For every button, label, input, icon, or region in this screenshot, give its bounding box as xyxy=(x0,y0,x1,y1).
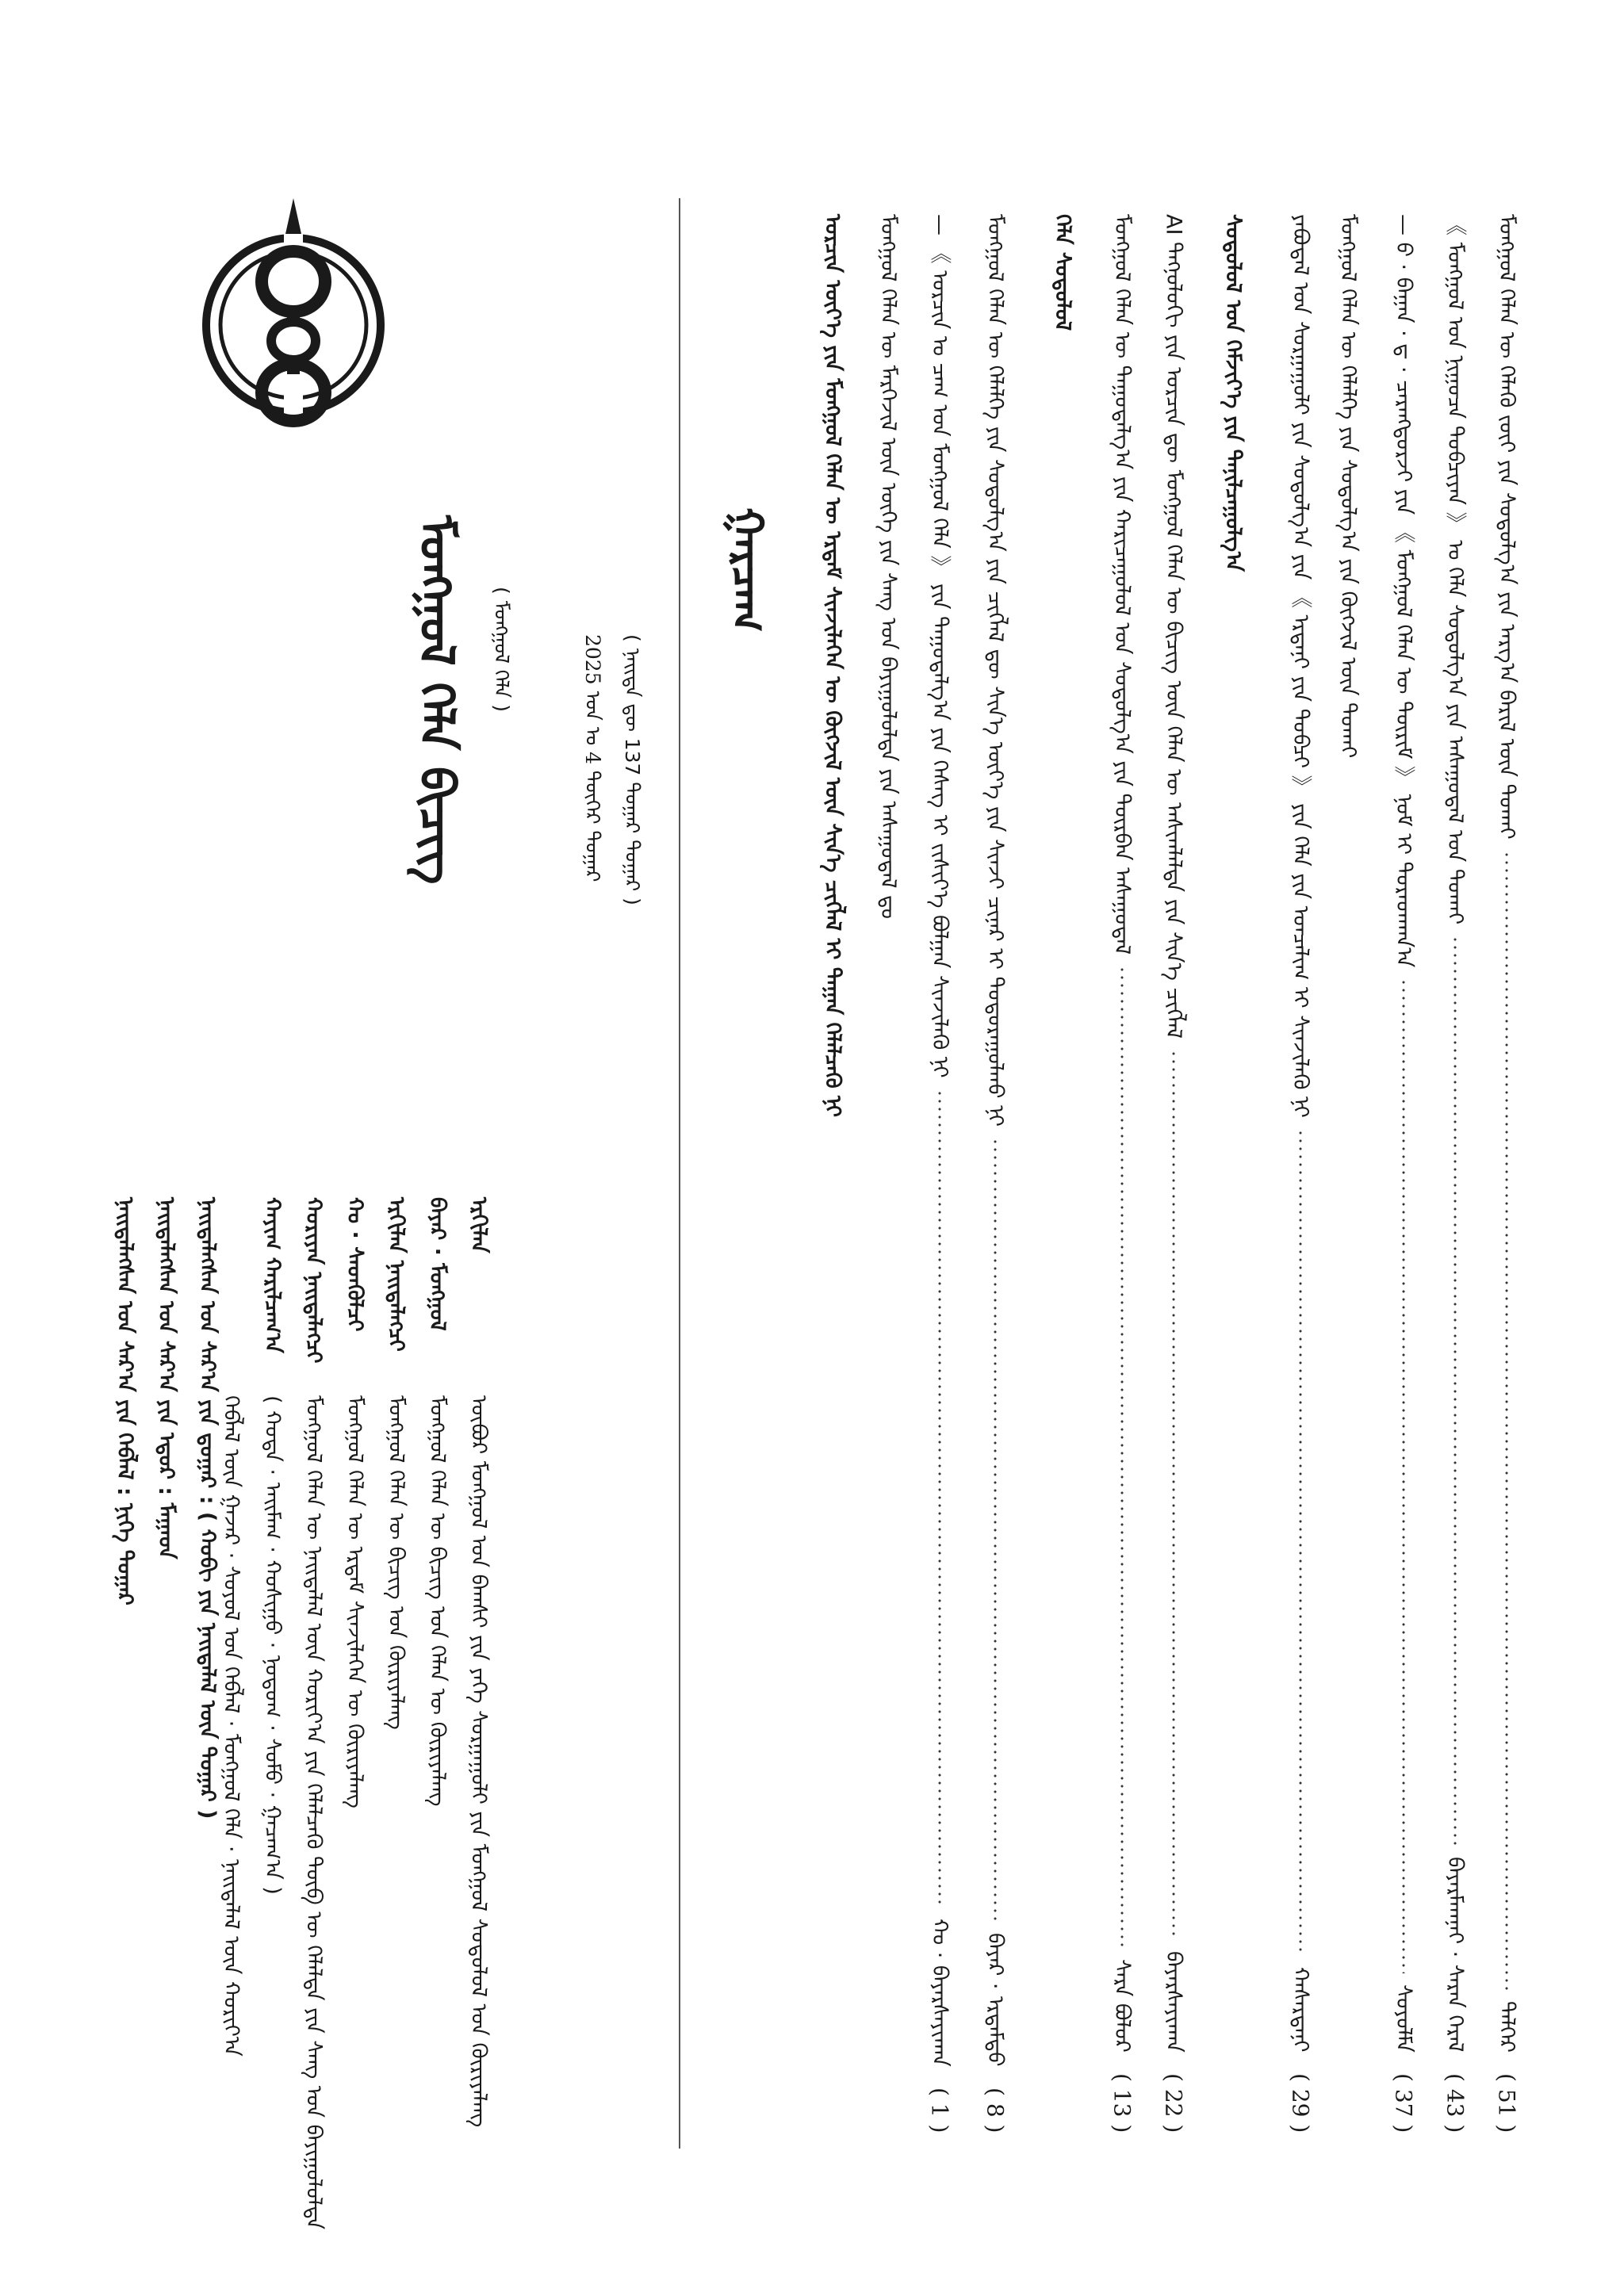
toc-entry[interactable] xyxy=(872,214,904,2133)
imprint-footer-line: ᠨᠡᠢᠲᠡᠯᠡᠭᠰᠡᠨ ᠣᠨ ᠰᠠᠷ᠎ᠠ ᠶᠢᠨ ᠬᠡᠪᠯᠡᠯ : ᠨᠢᠭᠡ ᠳᠤᠭᠠᠷ xyxy=(113,1197,137,1605)
toc-page-number: ( 37 ) xyxy=(1390,2072,1417,2133)
toc-title: ᠮᠣᠩᠭᠣᠯ ᠬᠡᠯᠡᠨ ᠦ ᠳᠠᠭᠤᠳᠠᠯᠭ᠎ᠠ ᠶᠢᠨ ᠬᠠᠷᠢᠴᠠᠭᠤᠯᠤᠯ ᠤᠨ ᠰᠤᠳᠤᠯᠭ᠎ᠠ ᠶᠢᠨ ᠳᠥᠷᠪᠡᠨ ᠠᠰᠠᠭᠤᠳᠠᠯ xyxy=(1109,214,1135,955)
toc-author: ᠪᠠᠶᠠᠷᠰᠠᠶᠢᠬᠠᠨ xyxy=(1161,1950,1186,2053)
toc-title: ᠮᠣᠩᠭᠣᠯ ᠬᠡᠯᠡᠨ ᠦ ᠬᠡᠯᠡᠯᠭᠡ ᠶᠢᠨ ᠰᠤᠳᠤᠯᠭ᠎ᠠ ᠶᠢᠨ ᠬᠥᠭᠵᠢᠯ ᠦᠨ ᠲᠤᠬᠠᠢ xyxy=(1335,214,1361,759)
imprint-value: ᠮᠣᠩᠭᠣᠯ ᠬᠡᠯᠡᠨ ᠦ ᠡᠷᠳᠡᠮ ᠰᠢᠨᠵᠢᠯᠡᠭᠡᠨ ᠦ ᠬᠦᠷᠢᠶᠡᠯᠡᠩ xyxy=(343,1395,367,1808)
imprint-value: ᠮᠣᠩᠭᠣᠯ ᠬᠡᠯᠡᠨ ᠦ ᠪᠢᠴᠢᠭ ᠤᠨ ᠬᠦᠷᠢᠶᠡᠯᠡᠩ xyxy=(384,1395,408,1730)
toc-page-number: ( 13 ) xyxy=(1109,2072,1136,2133)
toc-title: ᠰᠤᠳᠤᠯᠤᠯ ᠤᠨ ᠬᠡᠮᠵᠢᠶ᠎ᠡ ᠶᠢᠨ ᠲᠠᠨᠢᠯᠴᠠᠭᠤᠯᠭ᠎ᠠ xyxy=(1220,214,1246,572)
toc-page-number: ( 51 ) xyxy=(1493,2072,1520,2133)
toc-title: ᠮᠣᠩᠭᠣᠯ ᠬᠡᠯᠡᠨ ᠦ ᠬᠡᠯᠡᠬᠦ ᠵᠦᠢ ᠶᠢᠨ ᠰᠤᠳᠤᠯᠭ᠎ᠠ ᠶᠢᠨ ᠠᠷᠭ᠎ᠠ ᠪᠠᠷᠢᠯ ᠦᠨ ᠲᠤᠬᠠᠢ xyxy=(1494,214,1519,840)
toc-author: ᠳᠡᠯᠭᠡᠷ xyxy=(1494,2000,1519,2053)
toc-leader-dots xyxy=(1299,1129,1302,1956)
toc-leader-dots xyxy=(1505,851,1508,1990)
toc-entry[interactable] xyxy=(1332,214,1364,2133)
toc-entry[interactable] xyxy=(979,214,1011,2133)
separator-rule xyxy=(679,198,680,2149)
toc-title: 《 ᠮᠣᠩᠭᠣᠯ ᠤᠨ ᠨᠢᠭᠤᠴᠠ ᠲᠣᠪᠴᠢᠶᠠᠨ 》 ᠤ ᠬᠡᠯᠡ ᠰᠤᠳᠤᠯᠭ᠎ᠠ ᠶᠢᠨ ᠠᠰᠠᠭᠤᠳᠠᠯ ᠤᠨ ᠲᠤᠬᠠᠢ xyxy=(1442,214,1468,924)
toc-author: ᠰᠠᠷᠠ ᠪᠣᠯᠣᠷ xyxy=(1109,1958,1135,2053)
toc-author: ᠪᠠᠶᠠᠷ · ᠡᠷᠳᠡᠮᠲᠦ xyxy=(982,1932,1008,2067)
toc-entry[interactable] xyxy=(1158,214,1189,2133)
toc-entry[interactable] xyxy=(1491,214,1522,2133)
toc-title: ᠬᠡᠯᠡ ᠰᠤᠳᠤᠯᠤᠯ xyxy=(1050,214,1075,331)
imprint-label: ᠪᠠᠶᠠᠷ · ᠮᠣᠩᠭᠣᠯ xyxy=(425,1197,450,1331)
imprint-label: ᠡᠷᠬᠢᠯᠡᠨ ᠨᠡᠢᠲᠡᠯᠡᠭᠴᠢ xyxy=(384,1197,408,1352)
toc-entry[interactable] xyxy=(817,214,848,2133)
toc-leader-dots xyxy=(1454,936,1457,1846)
issue-line: ( ᠨᠡᠢᠲᠡ ᠳᠦ 137 ᠳᠤᠭᠠᠷ ᠳᠤᠭᠠᠷ ) xyxy=(621,634,644,905)
toc-title: — ᠪ · ᠪᠠᠭᠠᠨ · ᠳ · ᠴᠡᠷᠡᠩᠳᠣᠷᠵᠢ ᠶᠢᠨ 《 ᠮᠣᠩᠭᠣᠯ ᠬᠡᠯᠡᠨ ᠦ ᠳᠦᠷᠢᠮ 》 ᠨᠣᠮ ᠢ ᠳᠤᠷᠠᠳᠬᠠᠨ᠎ᠠ xyxy=(1391,214,1416,968)
toc-entry[interactable] xyxy=(1106,214,1138,2133)
toc-title: ᠶᠠᠪᠤᠳᠠᠯ ᠤᠨ ᠰᠤᠷᠭᠠᠭᠤᠯᠢ ᠶᠢᠨ ᠰᠤᠳᠤᠯᠭ᠎ᠠ ᠶᠢᠨ 《 ᠡᠷᠳᠡᠨᠢ ᠶᠢᠨ ᠲᠣᠪᠴᠢ 》 ᠶᠢᠨ ᠬᠡᠯᠡ ᠶᠢᠨ ᠣᠨᠴᠠᠯᠢᠭ ᠢ ᠰᠢᠨᠵᠢᠯᠡᠬᠦ ᠨᠢ xyxy=(1288,214,1313,1118)
imprint-label: ᠬᠤ · ᠰᠡᠳᠬᠦᠯᠴᠢ xyxy=(343,1197,367,1332)
toc-leader-dots xyxy=(994,1138,997,1922)
toc-title: — 《 ᠣᠷᠴᠢᠨ ᠤ ᠴᠠᠭ ᠤᠨ ᠮᠣᠩᠭᠣᠯ ᠬᠡᠯᠡ 》 ᠶᠢᠨ ᠳᠠᠭᠤᠳᠠᠯᠭ᠎ᠠ ᠶᠢᠨ ᠬᠡᠰᠡᠭ ᠢ ᠵᠢᠱᠢᠶ᠎ᠡ ᠪᠣᠯᠭᠠᠨ ᠰᠢᠨᠵᠢᠯᠡᠬᠦ ᠨᠢ xyxy=(927,214,952,1078)
toc-section-heading xyxy=(1217,214,1249,2133)
toc-leader-dots xyxy=(1172,1050,1175,1940)
imprint-value: ᠮᠣᠩᠭᠣᠯ ᠬᠡᠯᠡᠨ ᠦ ᠪᠢᠴᠢᠭ ᠤᠨ ᠬᠡᠯᠡᠨ ᠦ ᠬᠦᠷᠢᠶᠡᠯᠡᠩ xyxy=(425,1395,450,1807)
toc-title: ᠣᠷᠴᠢᠨ ᠦᠶ᠎ᠡ ᠶᠢᠨ ᠮᠣᠩᠭᠣᠯ ᠬᠡᠯᠡᠨ ᠦ ᠡᠷᠳᠡᠮ ᠰᠢᠨᠵᠢᠯᠡᠭᠡᠨ ᠦ ᠬᠥᠭᠵᠢᠯ ᠦᠨ ᠰᠢᠨ᠎ᠡ ᠴᠢᠭᠯᠡᠯ ᠢ ᠳᠠᠭᠠᠨ ᠬᠡᠯᠡᠯᠴᠡᠬᠦ ᠨᠢ xyxy=(820,214,845,1117)
toc-author: ᠬᠤ · ᠪᠠᠶᠠᠷᠰᠠᠶᠢᠬᠠᠨ xyxy=(927,1918,952,2067)
toc-leader-dots xyxy=(938,1089,941,1908)
toc-entry[interactable] xyxy=(1285,214,1316,2133)
imprint-footer-line: ᠨᠡᠢᠲᠡᠯᠡᠭᠰᠡᠨ ᠣᠨ ᠰᠠᠷ᠎ᠠ ᠶᠢᠨ ᠡᠳᠦᠷ : ᠮᠠᠭᠠᠳ xyxy=(154,1197,178,1559)
journal-seal-logo xyxy=(198,190,389,452)
toc-page-number: ( 1 ) xyxy=(926,2087,953,2133)
imprint-value: ( ᠬᠣᠲᠠ · ᠠᠢᠮᠠᠭ · ᠬᠣᠰᠢᠭᠤ · ᠨᠣᠲᠤᠭ · ᠰᠤᠮᠤ · ᠭᠠᠴᠠᠭ᠎ᠠ ) xyxy=(260,1395,285,1895)
toc-page-number: ( 29 ) xyxy=(1287,2072,1314,2133)
toc-title: ᠮᠣᠩᠭᠣᠯ ᠬᠡᠯᠡᠨ ᠦ ᠮᠡᠷᠭᠡᠵᠢᠯ ᠦᠨ ᠦᠭᠡ ᠶᠢᠨ ᠰᠠᠩ ᠤᠨ ᠪᠠᠶᠢᠭᠤᠯᠤᠯᠲᠠ ᠶᠢᠨ ᠠᠰᠠᠭᠤᠳᠠᠯ ᠳᠤ xyxy=(875,214,901,920)
toc-entry[interactable] xyxy=(1439,214,1471,2133)
toc-entry[interactable] xyxy=(924,214,956,2133)
toc-title: AI ᠲᠡᠭᠨᠣᠯᠣᠭᠢ ᠶᠢᠨ ᠣᠷᠴᠢᠨ ᠳᠦ ᠮᠣᠩᠭᠣᠯ ᠬᠡᠯᠡᠨ ᠦ ᠪᠢᠴᠢᠭ ᠦᠨ ᠬᠡᠯᠡᠨ ᠦ ᠠᠰᠢᠭᠯᠠᠯᠲᠠ ᠶᠢᠨ ᠰᠢᠨ᠎ᠡ ᠴᠢᠭᠯᠡᠯ xyxy=(1161,214,1186,1039)
imprint-label: ᠬᠣᠷᠢᠶᠠᠨ ᠨᠡᠢᠲᠡᠯᠡᠭᠴᠢ xyxy=(301,1197,326,1364)
toc-page-number: ( 22 ) xyxy=(1160,2072,1187,2133)
toc-author: ᠬᠠᠰᠡᠷᠳᠡᠨᠢ xyxy=(1288,1967,1313,2053)
imprint-value: ᠮᠣᠩᠭᠣᠯ ᠬᠡᠯᠡᠨ ᠦ ᠨᠡᠢᠲᠡᠯᠡᠯ ᠦᠨ ᠬᠣᠷᠢᠶ᠎ᠠ ᠶᠢᠨ ᠬᠡᠯᠡᠯᠴᠡᠬᠦ ᠲᠥᠪ ᠦ ᠬᠡᠯᠡᠯᠲᠡ ᠶᠢᠨ ᠰᠠᠩ ᠤᠨ ᠪᠠᠶᠢᠭᠤᠯᠤᠯᠲᠠ xyxy=(301,1395,326,2230)
imprint-footer-line: ᠨᠡᠢᠲᠡᠯᠡᠭᠰᠡᠨ ᠣᠨ ᠰᠠᠷ᠎ᠠ ᠶᠢᠨ ᠳ᠋ᠤᠭᠠᠷ : ( ᠬᠤᠪᠢ ᠶᠢᠨ ᠨᠡᠢᠲᠡᠯᠡᠯ ᠦᠨ ᠳᠤᠭᠠᠷ ) xyxy=(195,1197,220,1820)
imprint-label: ᠡᠷᠬᠢᠯᠡᠨ xyxy=(466,1197,491,1253)
toc-author: ᠰᠣᠶᠣᠯᠮᠠ xyxy=(1391,1984,1416,2053)
imprint-value: ᠬᠡᠪᠯᠡᠯ ᠦᠨ ᠭᠠᠵᠠᠷ · ᠰᠣᠶᠣᠯ ᠤᠨ ᠬᠡᠪᠯᠡᠯ · ᠮᠣᠩᠭᠣᠯ ᠬᠡᠯᠡ · ᠨᠡᠢᠲᠡᠯᠡᠯ ᠦᠨ ᠬᠣᠷᠢᠶ᠎ᠠ xyxy=(219,1395,243,2057)
toc-page-number: ( 43 ) xyxy=(1442,2072,1469,2133)
toc-title: ᠮᠣᠩᠭᠣᠯ ᠬᠡᠯᠡᠨ ᠦ ᠬᠡᠯᠡᠯᠭᠡ ᠶᠢᠨ ᠰᠤᠳᠤᠯᠭ᠎ᠠ ᠶᠢᠨ ᠴᠢᠭᠯᠡᠯ ᠳᠦ ᠰᠢᠨ᠎ᠡ ᠦᠶ᠎ᠡ ᠶᠢᠨ ᠰᠢᠨᠵᠢ ᠴᠢᠨᠠᠷ ᠢ ᠲᠣᠳᠤᠷᠠᠭᠤᠯᠬᠤ ᠨᠢ xyxy=(982,214,1008,1127)
journal-subtitle: ( ᠮᠣᠩᠭᠣᠯ ᠬᠡᠯᠡ ) xyxy=(490,587,513,713)
imprint-label: ᠬᠠᠶᠢᠭ ᠬᠠᠷᠢᠯᠴᠠᠭ᠎ᠠ xyxy=(260,1197,285,1353)
toc-author: ᠪᠠᠶᠠᠷᠮᠠᠭᠨᠠᠢ · ᠰᠠᠷᠠᠨ ᠭᠡᠷᠡᠯ xyxy=(1442,1857,1468,2053)
toc-page-number: ( 8 ) xyxy=(982,2087,1009,2133)
contents-heading: ᠭᠠᠷᠴᠠᠭ xyxy=(722,507,772,633)
imprint-value: ᠥᠪᠥᠷ ᠮᠣᠩᠭᠣᠯ ᠤᠨ ᠪᠠᠭᠰᠢ ᠶᠢᠨ ᠶᠡᠬᠡ ᠰᠤᠷᠭᠠᠭᠤᠯᠢ ᠶᠢᠨ ᠮᠣᠩᠭᠣᠯ ᠰᠤᠳᠤᠯᠤᠯ ᠤᠨ ᠬᠦᠷᠢᠶᠡᠯᠡᠩ xyxy=(466,1395,491,2128)
toc-section-heading xyxy=(1047,214,1078,2133)
toc-entry[interactable] xyxy=(1388,214,1419,2133)
toc-leader-dots xyxy=(1402,978,1405,1973)
journal-title: ᠮᠣᠩᠭᠣᠯ ᠬᠡᠯᠡ ᠪᠢᠴᠢᠭ xyxy=(408,515,464,885)
toc-leader-dots xyxy=(1120,966,1124,1948)
year-line: 2025 ᠣᠨ ᠤ 4 ᠳᠦᠭᠡᠷ ᠳᠤᠭᠠᠷ xyxy=(581,634,604,882)
